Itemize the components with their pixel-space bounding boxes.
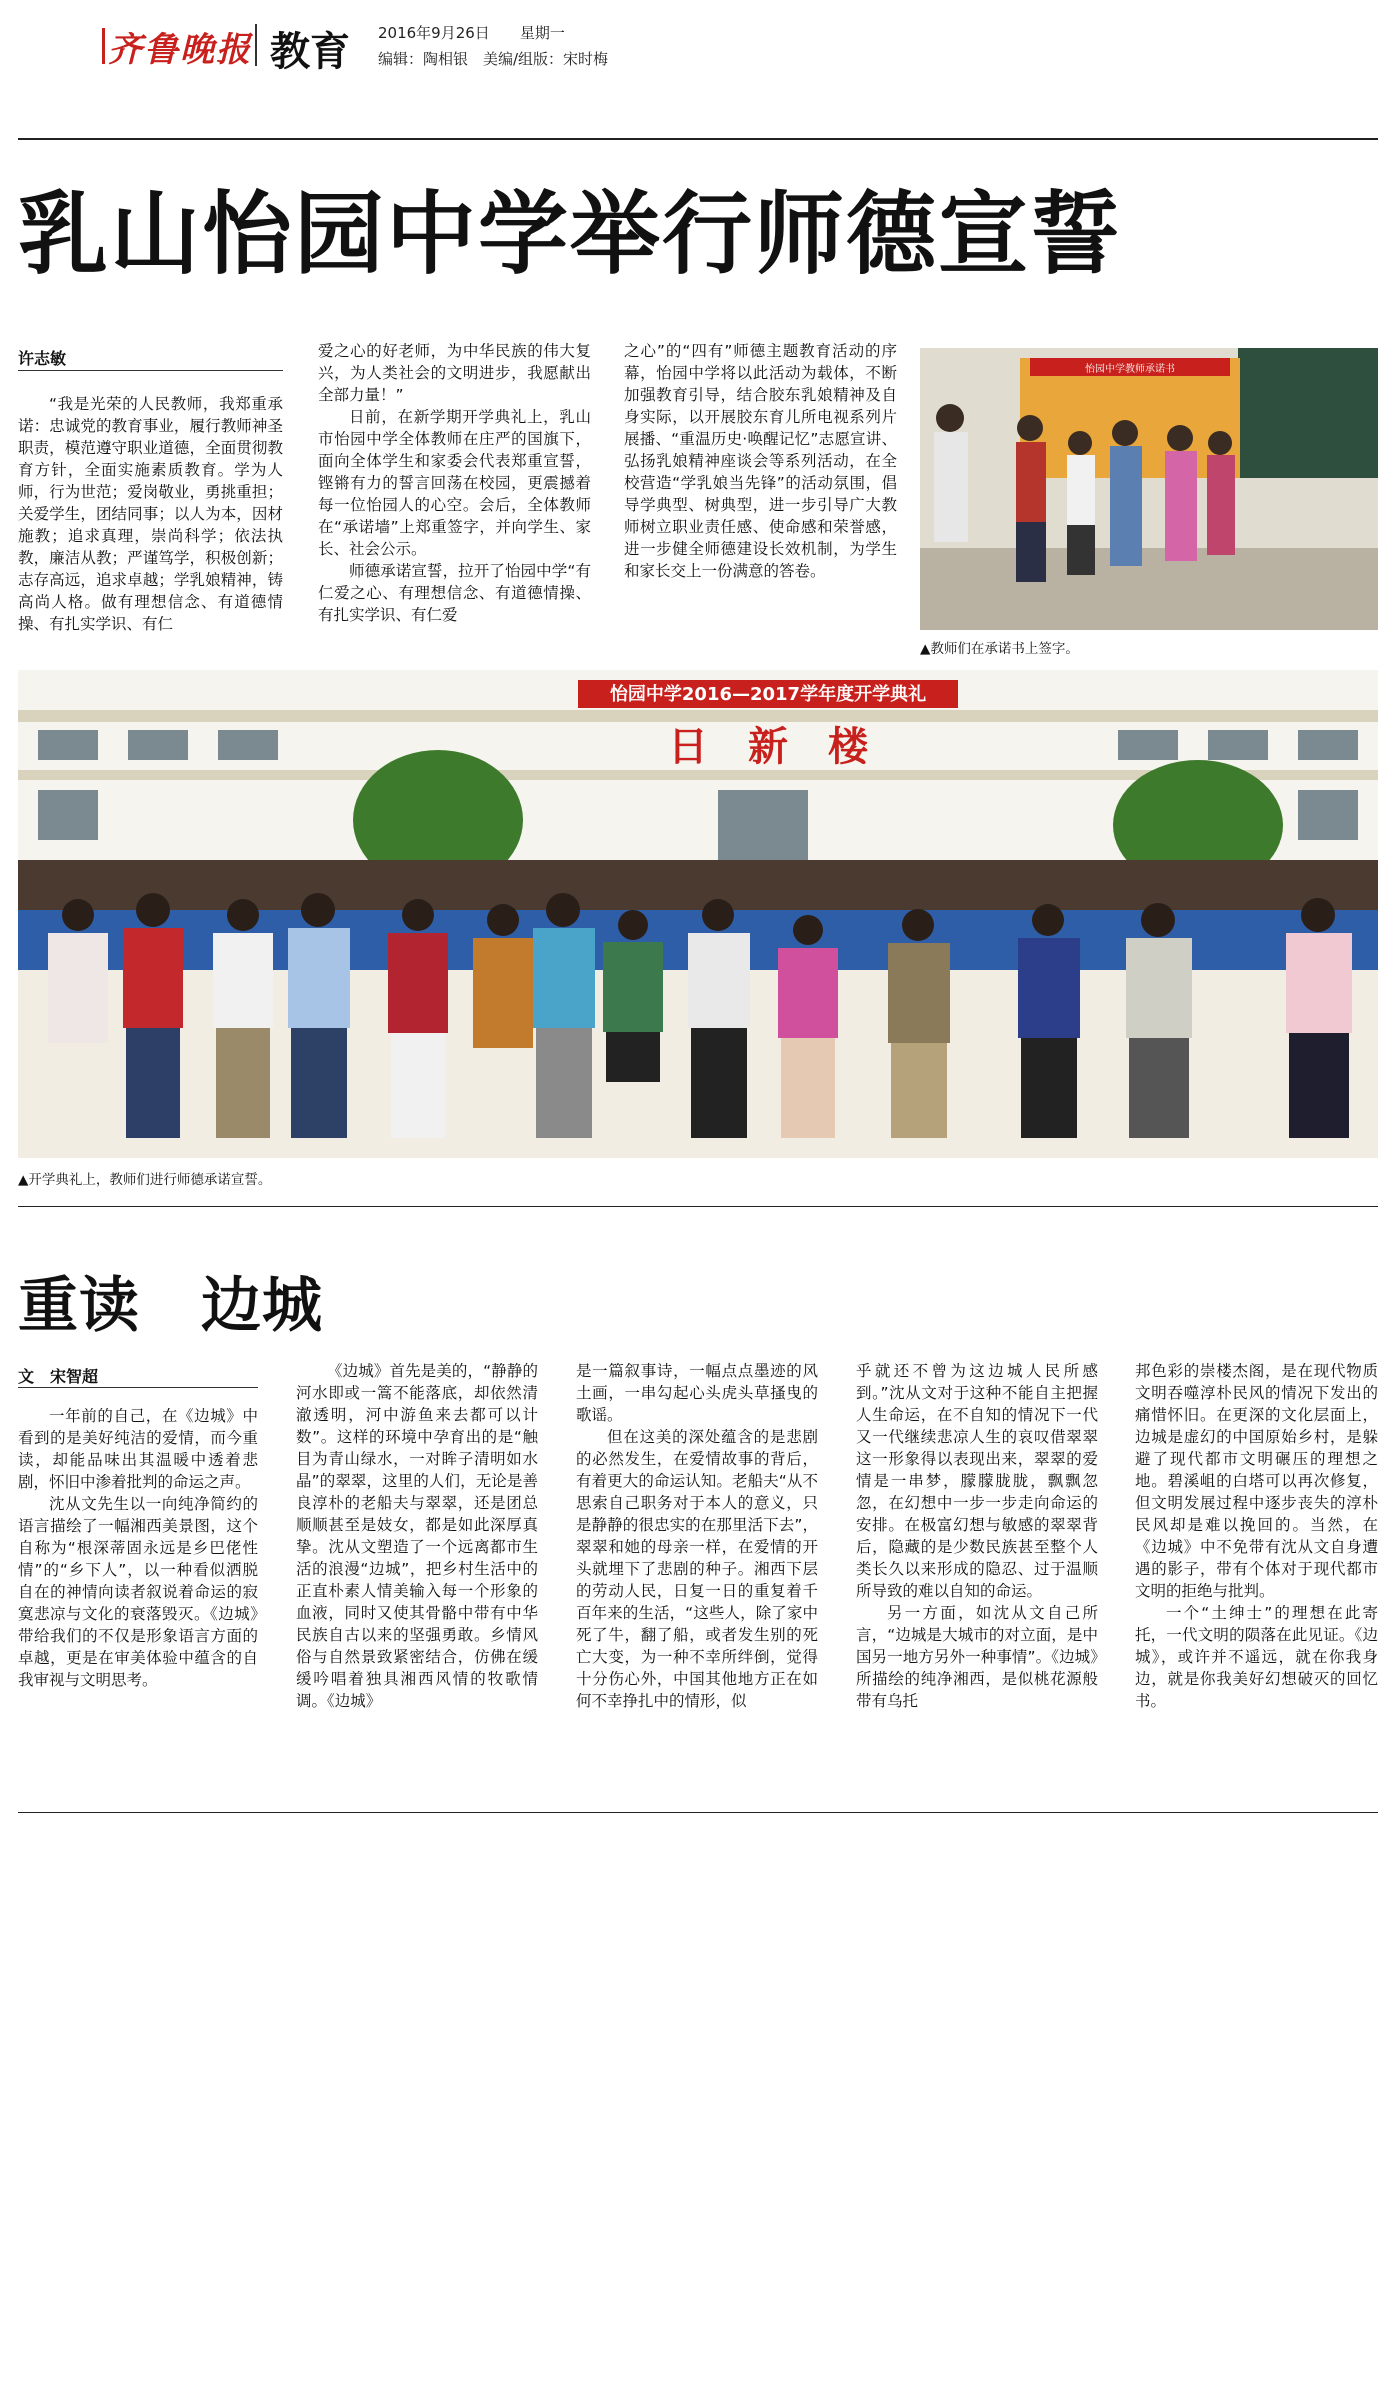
editors-line: 编辑：陶相银 美编/组版：宋时梅 — [378, 50, 609, 68]
article2-col-4: 乎就还不曾为这边城人民所感到。”沈从文对于这种不能自主把握人生命运，在不自知的情况下一代又一代继续悲凉人生的哀叹借翠翠这一形象得以表现出来，翠翠的爱情是一串梦，朦朦胧胧，飘飘忽忽，在幻想中一步一步走向命运的安排。在极富幻想与敏感的翠翠背后，隐藏的是少数民族甚至整个人类长久以来形成的隐忍、过于温顺所导致的难以自知的命运。 另一方面，如沈从文自己所言，“边城是大城市的对立面，是中国另一地方另外一种事情”。《边城》所描绘的纯净湘西，是似桃花源般带有乌托 — [856, 1362, 1098, 1710]
date: 2016年9月26日 — [378, 24, 490, 42]
article2-col-1: 一年前的自己，在《边城》中看到的是美好纯洁的爱情，而今重读，却能品味出其温暖中透着悲剧，怀旧中渗着批判的命运之声。 沈从文先生以一向纯净简约的语言描绘了一幅湘西美景图，这个自称为“根深蒂固永远是乡巴佬性情”的“乡下人”，以一种看似洒脱自在的神情向读者叙说着命运的寂寞悲凉与文化的衰落毁灭。《边城》带给我们的不仅是形象语言方面的卓越，更是在审美体验中蕴含的自我审视与文明思考。 — [18, 1407, 258, 1689]
photo-signing — [920, 348, 1378, 630]
photo-oath-caption: ▲开学典礼上，教师们进行师德承诺宣誓。 — [18, 1172, 272, 1188]
article2-col-2: 《边城》首先是美的，“静静的河水即或一篙不能落底，却依然清澈透明，河中游鱼来去都可以计数”。这样的环境中孕育出的是“触目为青山绿水，一对眸子清明如水晶”的翠翠，这里的人们，无论是善良淳朴的老船夫与翠翠，还是团总顺顺甚至是妓女，都是如此深厚真挚。沈从文塑造了一个远离都市生活的浪漫“边城”，把乡村生活中的正直朴素人情美输入每一个形象的血液，同时又使其骨骼中带有中华民族自古以来的坚强勇敢。乡情风俗与自然景致紧密结合，仿佛在缓缓吟唱着独具湘西风情的牧歌情调。《边城》 — [296, 1362, 538, 1710]
photo-oath-ceremony — [18, 670, 1378, 1158]
article1-col-1: “我是光荣的人民教师，我郑重承诺：忠诚党的教育事业，履行教师神圣职责，模范遵守职业道德，全面贯彻教育方针，全面实施素质教育。学为人师，行为世范；爱岗敬业，勇挑重担；关爱学生，团结同事；以人为本，因材施教；追求真理，崇尚科学；依法执教，廉洁从教；严谨笃学，积极创新；志存高远，追求卓越；学乳娘精神，铸高尚人格。做有理想信念、有道德情操、有扎实学识、有仁 — [18, 395, 283, 633]
section-title: 教育 — [270, 29, 350, 75]
article2-headline: 重读 边城 — [18, 1271, 323, 1341]
masthead-logo: 齐鲁晚报 — [108, 30, 252, 70]
ceremony-banner: 怡园中学2016—2017学年度开学典礼 — [609, 684, 927, 705]
board-title: 怡园中学教师承诺书 — [1085, 364, 1175, 375]
header-divider — [255, 24, 257, 66]
article1-byline: 许志敏 — [18, 349, 67, 368]
byline-rule-2 — [18, 1387, 258, 1388]
article1-col-3: 之心”的“四有”师德主题教育活动的序幕，怡园中学将以此活动为载体，不断加强教育引导，结合胶东乳娘精神及自身实际，以开展胶东育儿所电视系列片展播、“重温历史·唤醒记忆”志愿宣讲、弘扬乳娘精神座谈会等系列活动，在全校营造“学乳娘当先锋”的活动氛围，倡导学典型、树典型，进一步引导广大教师树立职业责任感、使命感和荣誉感，进一步健全师德建设长效机制，为学生和家长交上一份满意的答卷。 — [624, 342, 897, 580]
masthead-bar — [102, 28, 105, 64]
header-rule — [18, 138, 1378, 140]
article1-col-2: 爱之心的好老师，为中华民族的伟大复兴，为人类社会的文明进步，我愿献出全部力量！” 日前，在新学期开学典礼上，乳山市怡园中学全体教师在庄严的国旗下，面向全体学生和家委会代表郑重宣誓，铿锵有力的誓言回荡在校园，更震撼着每一位怡园人的心空。会后，全体教师在“承诺墙”上郑重签字，并向学生、家长、社会公示。 师德承诺宣誓，拉开了怡园中学“有仁爱之心、有理想信念、有道德情操、有扎实学识、有仁爱 — [318, 342, 591, 624]
article1-headline: 乳山怡园中学举行师德宣誓 — [18, 182, 1122, 287]
weekday: 星期一 — [519, 24, 565, 42]
building-name: 日 新 楼 — [668, 724, 868, 770]
article-divider — [18, 1206, 1378, 1207]
dateline — [378, 22, 565, 43]
article2-col-3: 是一篇叙事诗，一幅点点墨迹的风土画，一串勾起心头虎头草搔曳的歌谣。 但在这美的深处蕴含的是悲剧的必然发生，在爱情故事的背后，有着更大的命运认知。老船夫“从不思索自己职务对于本人的意义，只是静静的很忠实的在那里活下去”，翠翠和她的母亲一样，在爱情的开头就埋下了悲剧的种子。湘西下层的劳动人民，日复一日的重复着千百年来的生活，“这些人，除了家中死了牛，翻了船，或者发生别的死亡大变，为一种不幸所绊倒，觉得十分伤心外，中国其他地方正在如何不幸挣扎中的情形，似 — [576, 1362, 818, 1710]
photo-signing-caption: ▲教师们在承诺书上签字。 — [920, 641, 1079, 657]
article2-col-5: 邦色彩的崇楼杰阁，是在现代物质文明吞噬淳朴民风的情况下发出的痛惜怀旧。在更深的文化层面上，边城是虚幻的中国原始乡村，是躲避了现代都市文明碾压的理想之地。碧溪岨的白塔可以再次修复，但文明发展过程中逐步丧失的淳朴民风却是难以挽回的。当然，在《边城》中不免带有沈从文自身遭遇的影子，带有个体对于现代都市文明的拒绝与批判。 一个“土绅士”的理想在此寄托，一代文明的陨落在此见证。《边城》，或许并不遥远，就在你我身边，就是你我美好幻想破灭的回忆书。 — [1135, 1362, 1378, 1710]
byline-rule — [18, 370, 283, 371]
article2-byline: 文 宋智超 — [18, 1367, 99, 1386]
bottom-rule — [18, 1812, 1378, 1813]
